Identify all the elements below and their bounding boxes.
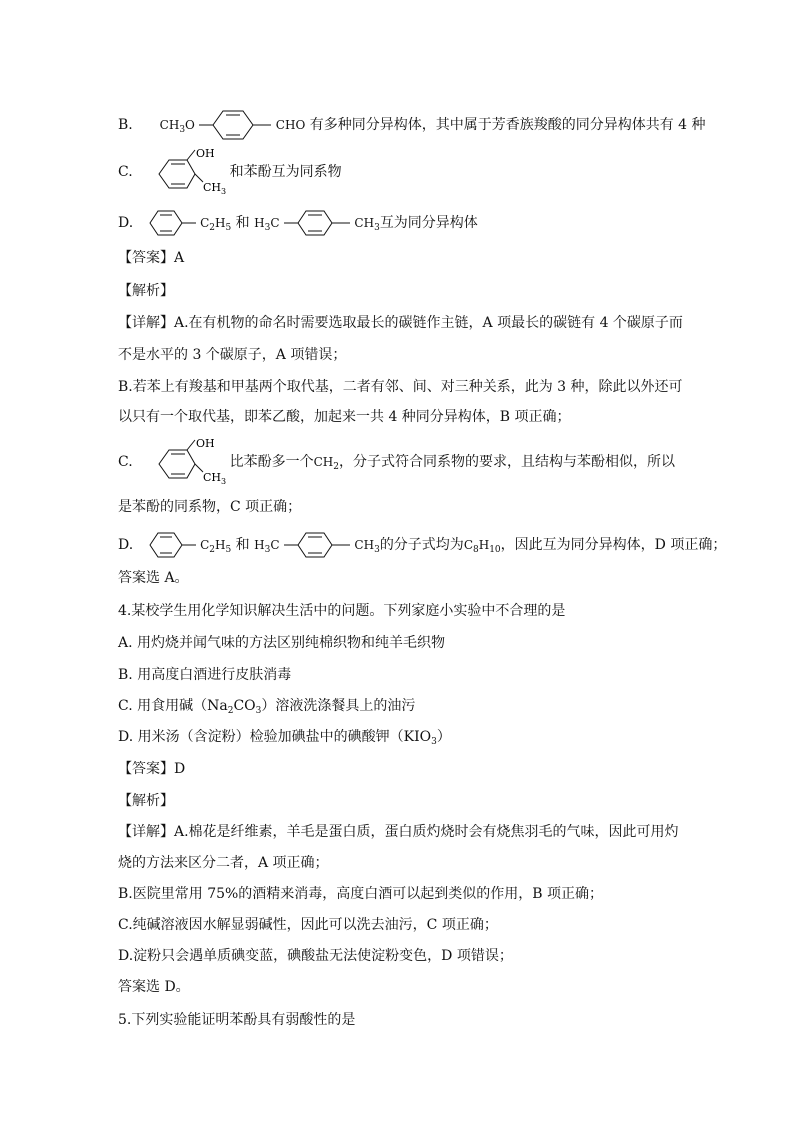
option-b-line	[118, 108, 706, 142]
methyl-group: $CH_3O$	[159, 118, 195, 135]
cresol-structure-icon	[149, 438, 225, 486]
detail-line: D.淀粉只会遇单质碘变蓝，碘酸盐无法使淀粉变色，D 项错误；	[118, 948, 513, 964]
option-c: C. 用食用碱$(Na_2CO_3)$溶液洗涤餐具上的油污	[118, 698, 416, 716]
detail-line: 烧的方法来区分二者，A 项正确；	[118, 855, 329, 871]
detail-line: B.若苯上有羧基和甲基两个取代基，二者有邻、间、对三种关系，此为 3 种，除此以外还可	[118, 379, 683, 395]
cresol-structure-icon	[149, 148, 225, 196]
answer-label: 【答案】A	[118, 250, 185, 266]
analysis-label: 【解析】	[118, 793, 174, 809]
detail-line: 是苯酚的同系物，C 项正确；	[118, 499, 302, 515]
detail-line: 以只有一个取代基，即苯乙酸，加起来一共 4 种同分异构体，B 项正确；	[118, 409, 571, 425]
detail-c-line: C. OH $CH_3$ 比苯酚多一个$CH_2$，分子式符合同系物的要求，且结构与苯酚相似，所以	[118, 437, 675, 486]
option-b: B. 用高度白酒进行皮肤消毒	[118, 667, 292, 683]
hydroxyl-label: OH	[196, 147, 215, 160]
option-d: D. 用米汤（含淀粉）检验加碘盐中的碘酸钾$(KIO_3)$	[118, 729, 451, 747]
detail-d-line: D. $C_2H_5$ 和 $H_3C$ $CH_3$的分子式均为$C_8H_{10}$，因此互为同分异构体，D 项正确；	[118, 530, 726, 560]
methyl-label: $CH_3$	[203, 181, 227, 196]
aldehyde-group: CHO	[275, 118, 306, 132]
benzene-ring-icon	[199, 108, 271, 142]
methyl-group: $CH_3$	[354, 216, 380, 233]
option-a: A. 用灼烧并闻气味的方法区别纯棉织物和纯羊毛织物	[118, 635, 446, 651]
benzene-ring-icon	[284, 208, 350, 238]
benzene-ring-icon	[148, 530, 196, 560]
option-letter: B.	[118, 117, 133, 133]
ethyl-group: $C_2H_5$	[200, 216, 232, 233]
option-letter: C.	[118, 164, 133, 180]
detail-line: 不是水平的 3 个碳原子，A 项错误；	[118, 347, 347, 363]
methyl-group: $H_3C$	[254, 216, 280, 233]
detail-line: C.纯碱溶液因水解显弱碱性，因此可以洗去油污，C 项正确；	[118, 917, 498, 933]
option-d-text: 互为同分异构体	[379, 215, 478, 231]
ethyl-group: $C_2H_5$	[200, 538, 232, 555]
option-c-text: 和苯酚互为同系物	[229, 164, 342, 180]
and-word: 和	[235, 215, 250, 231]
question-stem: 5.下列实验能证明苯酚具有弱酸性的是	[118, 1012, 356, 1028]
detail-line: B.医院里常用 75%的酒精来消毒，高度白酒可以起到类似的作用，B 项正确；	[118, 886, 604, 902]
detail-line: 【详解】A.棉花是纤维素，羊毛是蛋白质，蛋白质灼烧时会有烧焦羽毛的气味，因此可用灼	[118, 824, 679, 840]
benzene-ring-icon	[148, 208, 196, 238]
option-c-line	[118, 148, 342, 196]
hydroxyl-label: OH	[196, 437, 215, 450]
option-b-text: 有多种同分异构体，其中属于芳香族羧酸的同分异构体共有 4 种	[309, 117, 706, 133]
detail-line: 【详解】A.在有机物的命名时需要选取最长的碳链作主链，A 项最长的碳链有 4 个碳原子而	[118, 315, 683, 331]
methyl-label: $CH_3$	[203, 471, 227, 486]
option-letter: D.	[118, 215, 134, 231]
answer-label: 【答案】D	[118, 761, 186, 777]
final-answer: 答案选 D。	[118, 979, 190, 995]
final-answer: 答案选 A。	[118, 570, 189, 586]
question-stem: 4.某校学生用化学知识解决生活中的问题。下列家庭小实验中不合理的是	[118, 603, 566, 619]
benzene-ring-icon	[284, 530, 350, 560]
option-d-line	[118, 208, 478, 238]
analysis-label: 【解析】	[118, 283, 174, 299]
